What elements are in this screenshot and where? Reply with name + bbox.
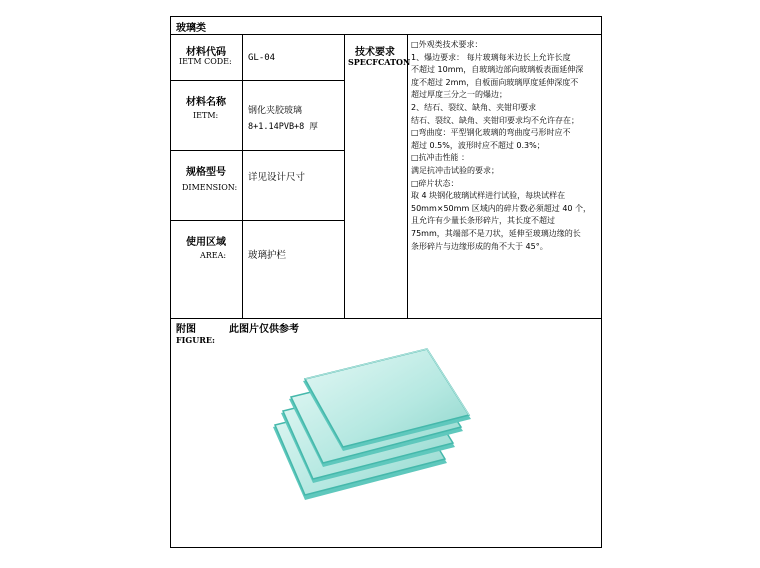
spec-line: □弯曲度：平型钢化玻璃的弯曲度弓形时应不 — [411, 128, 571, 138]
spec-line: 超过厚度三分之一的爆边； — [411, 90, 507, 100]
figure-note: 此图片仅供参考 — [229, 324, 299, 335]
value-column-divider — [344, 34, 345, 318]
row-label-en: AREA: — [200, 251, 227, 260]
spec-line: □碎片状态： — [411, 178, 459, 188]
spec-line: 50mm×50mm 区域内的碎片数必须超过 40 个， — [411, 203, 592, 213]
row-value-line: 钢化夹胶玻璃 — [248, 106, 303, 116]
sheet-title: 玻璃类 — [176, 23, 206, 34]
spec-label-en: SPECFCATON — [348, 57, 411, 67]
spec-text — [411, 39, 601, 253]
row-label-en: IETM CODE: — [179, 57, 232, 66]
spec-line: 且允许有少量长条形碎片，其长度不超过 — [411, 216, 555, 226]
spec-label-cn: 技术要求 — [355, 47, 395, 58]
row-value: 玻璃护栏 — [248, 250, 287, 261]
spec-line: 满足抗冲击试验的要求； — [411, 165, 499, 175]
spec-line: 条形碎片与边缘形成的角不大于 45°。 — [411, 241, 548, 251]
spec-line: 不超过 10mm，自玻璃边部向玻璃板表面延伸深 — [411, 65, 584, 75]
spec-sheet — [170, 16, 602, 548]
row-label-cn: 材料名称 — [186, 97, 226, 108]
spec-line: □外观类技术要求： — [411, 40, 483, 49]
label-column-divider — [242, 34, 243, 318]
figure-label-en: FIGURE: — [176, 335, 215, 345]
table-bottom-divider — [171, 318, 601, 319]
figure-label-cn: 附图 — [176, 324, 196, 335]
spec-line: □抗冲击性能 ： — [411, 153, 470, 163]
row-label-en: DIMENSION: — [182, 183, 238, 192]
spec-line: 1、爆边要求： 每片玻璃每米边长上允许长度 — [411, 52, 571, 62]
row-label-cn: 材料代码 — [186, 47, 226, 58]
row-label-cn: 使用区域 — [186, 237, 226, 248]
row-value: GL-04 — [248, 53, 276, 63]
row-label-en: IETM: — [193, 111, 219, 120]
row-divider — [171, 220, 344, 221]
spec-line: 2、结石、裂纹、缺角、夹钳印要求 — [411, 102, 537, 112]
spec-line: 结石、裂纹、缺角、夹钳印要求均不允许存在； — [411, 115, 579, 125]
row-value: 详见设计尺寸 — [248, 172, 306, 183]
spec-line: 75mm，其端部不是刀状，延伸至玻璃边缘的长 — [411, 228, 581, 238]
header-divider — [171, 34, 601, 35]
row-divider — [171, 150, 344, 151]
row-value-line: 8+1.14PVB+8 厚 — [248, 122, 318, 132]
spec-line: 取 4 块钢化玻璃试样进行试验，每块试样在 — [411, 191, 566, 201]
spec-line: 超过 0.5%，波形时应不超过 0.3%； — [411, 140, 545, 150]
row-divider — [171, 80, 344, 81]
row-label-cn: 规格型号 — [186, 167, 226, 178]
glass-panes-image — [267, 347, 477, 507]
spec-column-divider — [407, 34, 408, 318]
spec-line: 度不超过 2mm，自板面向玻璃厚度延伸深度不 — [411, 77, 579, 87]
